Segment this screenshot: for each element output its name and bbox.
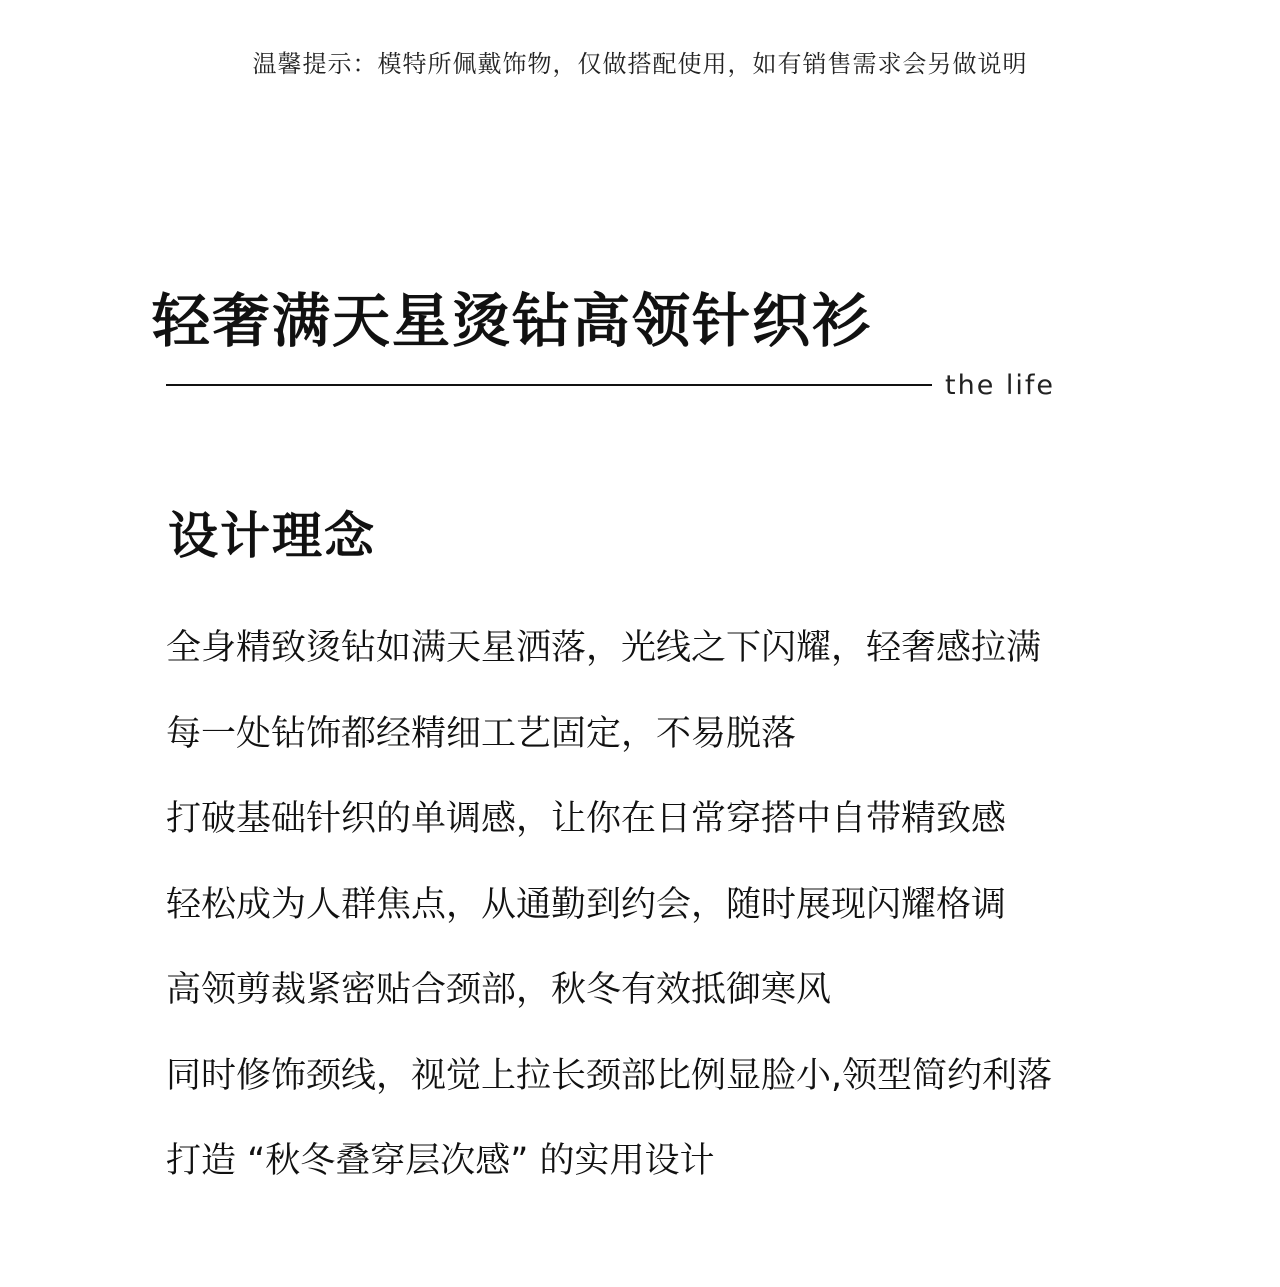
description-line: 同时修饰颈线，视觉上拉长颈部比例显脸小,领型简约利落 — [166, 1055, 1053, 1096]
model-accessory-notice: 温馨提示：模特所佩戴饰物，仅做搭配使用，如有销售需求会另做说明 — [252, 50, 1028, 78]
tagline: the life — [945, 370, 1056, 401]
description-line: 高领剪裁紧密贴合颈部，秋冬有效抵御寒风 — [166, 970, 832, 1010]
description-line: 打破基础针织的单调感，让你在日常穿搭中自带精致感 — [166, 799, 1007, 839]
description-line: 轻松成为人群焦点，从通勤到约会，随时展现闪耀格调 — [166, 884, 1007, 925]
product-title: 轻奢满天星烫钻高领针织衫 — [152, 287, 873, 355]
description-line: 全身精致烫钻如满天星洒落，光线之下闪耀，轻奢感拉满 — [166, 628, 1042, 668]
description-line: 每一处钻饰都经精细工艺固定，不易脱落 — [166, 713, 797, 754]
description-line: 打造 “秋冬叠穿层次感” 的实用设计 — [166, 1141, 715, 1181]
design-concept-heading: 设计理念 — [168, 507, 376, 565]
title-divider-line — [166, 384, 932, 386]
design-description-list — [166, 620, 1052, 1219]
